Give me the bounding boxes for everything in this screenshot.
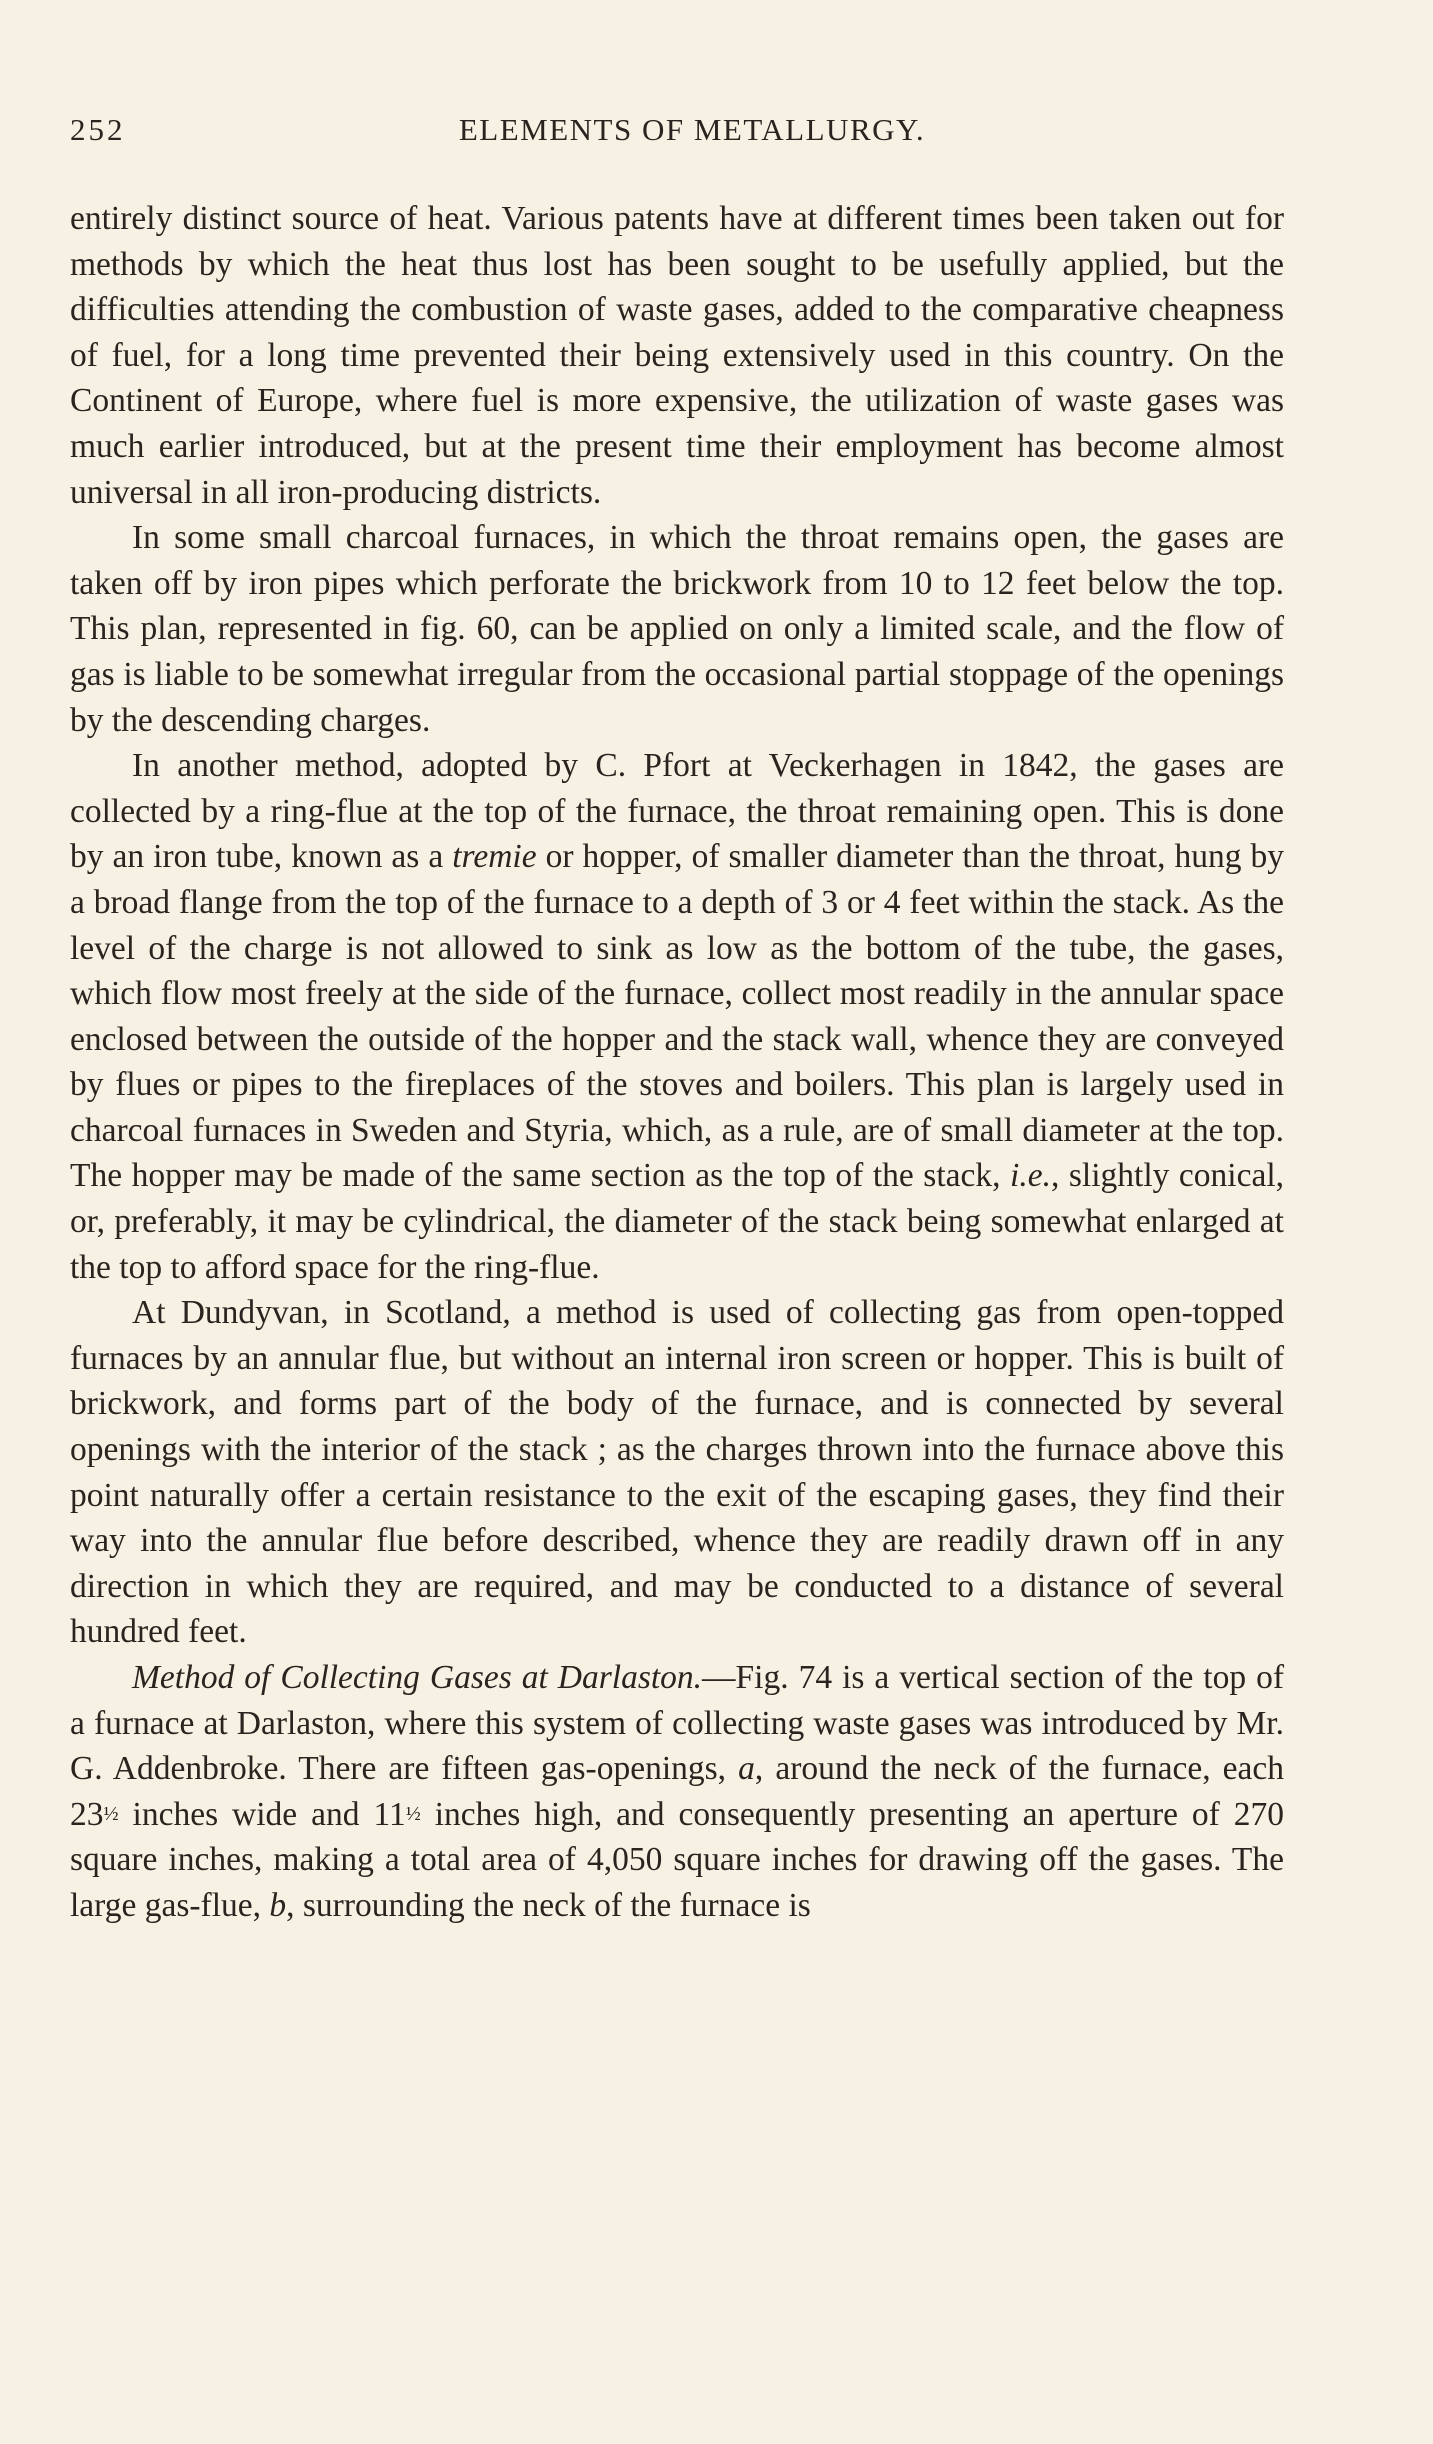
paragraph-5-text-b: , around the neck of the furnace, each	[754, 1750, 1285, 1788]
paragraph-2: In some small charcoal furnaces, in which the throat remains open, the gases are taken off by iron pipes which perforate the brickwork from 10 to 12 feet below the top. This plan, represented in fig. 60, can be applied on only a limited scale, and the flow of gas is liable to be somewhat irregular from the occasional partial stoppage of the openings by the descending charges.	[70, 519, 1284, 739]
paragraph-1: entirely distinct source of heat. Various patents have at different times been taken out for methods by which the heat thus lost has been sought to be usefully applied, but the difficulties attending the combustion of waste gases, added to the comparative cheapness of fuel, for a long time prevented their being extensively used in this country. On the Continent of Europe, where fuel is more expensive, the utilization of waste gases was much earlier introduced, but at the present time their employment has become almost universal in all iron-producing districts.	[70, 200, 1284, 511]
paragraph-5-text-a: Fig. 74 is a vertical section of the top of a furnace at Darlaston, where this system of collecting waste gases was introduced by Mr. G. Addenbroke. There are fifteen gas-openings,	[70, 1659, 1284, 1788]
book-page	[70, 112, 1284, 1929]
opening-height-fraction: ½	[405, 1802, 421, 1825]
paragraph-3-text-c: , slightly conical, or, preferably, it may be cylindrical, the diameter of the stack being somewhat enlarged at the top to afford space for the ring-flue.	[70, 1157, 1285, 1286]
variable-a: a	[738, 1750, 755, 1788]
paragraph-5-text-d: inches high, and consequently presenting an aperture of 270 square inches, making a total area of 4,050 square inches for drawing off the gases. The large gas-flue,	[70, 1795, 1285, 1924]
paragraph-5-text-c: inches wide and	[132, 1795, 360, 1833]
paragraph-5	[70, 1655, 1284, 1929]
em-dash: —	[702, 1659, 736, 1696]
opening-width	[70, 1796, 119, 1833]
opening-height	[373, 1796, 420, 1833]
paragraph-3	[70, 743, 1284, 1290]
paragraph-5-text-e: , surrounding the neck of the furnace is	[286, 1886, 811, 1924]
abbrev-ie: i.e.	[1010, 1157, 1051, 1195]
section-heading-darlaston: Method of Collecting Gases at Darlaston.	[132, 1659, 703, 1696]
running-head	[70, 112, 1284, 168]
opening-width-fraction: ½	[103, 1802, 119, 1825]
body-text	[70, 196, 1284, 1929]
variable-b: b	[269, 1886, 287, 1924]
paragraph-4: At Dundyvan, in Scotland, a method is used of collecting gas from open-topped furnaces by an annular flue, but without an internal iron screen or hopper. This is built of brickwork, and forms part of the body of the furnace, and is connected by several openings with the interior of the stack ; as the charges thrown into the furnace above this point naturally offer a certain resistance to the exit of the escaping gases, they find their way into the annular flue before described, whence they are readily drawn off in any direction in which they are required, and may be conducted to a distance of several hundred feet.	[70, 1294, 1284, 1651]
term-tremie: tremie	[452, 838, 537, 876]
opening-height-whole: 11	[373, 1795, 406, 1833]
page-number: 252	[70, 112, 126, 147]
running-title: ELEMENTS OF METALLURGY.	[458, 112, 926, 147]
opening-width-whole: 23	[70, 1795, 104, 1833]
paragraph-3-text-a: In another method, adopted by C. Pfort at Veckerhagen in 1842, the gases are collected by a ring-flue at the top of the furnace, the throat remaining open. This is done by an iron tube, known as a	[70, 747, 1284, 876]
paragraph-3-text-b: or hopper, of smaller diameter than the throat, hung by a broad flange from the top of the furnace to a depth of 3 or 4 feet within the stack. As the level of the charge is not allowed to sink as low as the bottom of the tube, the gases, which flow most freely at the side of the furnace, collect most readily in the annular space enclosed between the outside of the hopper and the stack wall, whence they are conveyed by flues or pipes to the fireplaces of the stoves and boilers. This plan is largely used in charcoal furnaces in Sweden and Styria, which, as a rule, are of small diameter at the top. The hopper may be made of the same section as the top of the stack,	[70, 838, 1284, 1195]
